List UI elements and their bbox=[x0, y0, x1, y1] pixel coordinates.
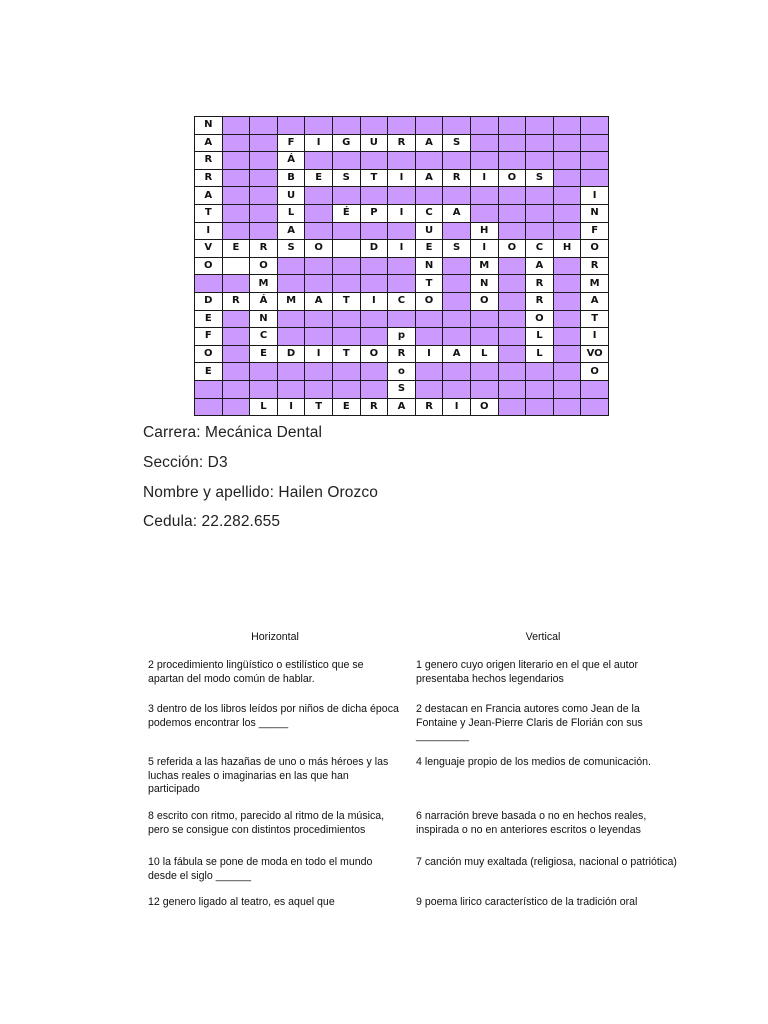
letter-cell: R bbox=[250, 240, 278, 258]
letter-cell: T bbox=[332, 345, 360, 363]
blocked-cell bbox=[526, 363, 554, 381]
blocked-cell bbox=[498, 398, 526, 416]
blocked-cell bbox=[305, 380, 333, 398]
grid-row bbox=[195, 345, 609, 363]
letter-cell bbox=[222, 257, 250, 275]
letter-cell: O bbox=[195, 257, 223, 275]
blocked-cell bbox=[526, 152, 554, 170]
blocked-cell bbox=[222, 204, 250, 222]
letter-cell: O bbox=[470, 398, 498, 416]
blocked-cell bbox=[553, 152, 581, 170]
blocked-cell bbox=[332, 363, 360, 381]
letter-cell: N bbox=[195, 117, 223, 135]
letter-cell: L bbox=[526, 345, 554, 363]
grid-row bbox=[195, 275, 609, 293]
grid-row bbox=[195, 152, 609, 170]
blocked-cell bbox=[581, 169, 609, 187]
blocked-cell bbox=[526, 398, 554, 416]
blocked-cell bbox=[581, 134, 609, 152]
clue-horizontal-8: 8 escrito con ritmo, parecido al ritmo de la música, pero se consigue con distintos procedimientos bbox=[148, 810, 385, 836]
blocked-cell bbox=[250, 169, 278, 187]
grid-row bbox=[195, 187, 609, 205]
grid-row bbox=[195, 380, 609, 398]
blocked-cell bbox=[305, 117, 333, 135]
blocked-cell bbox=[277, 328, 305, 346]
blocked-cell bbox=[526, 134, 554, 152]
letter-cell: O bbox=[581, 363, 609, 381]
letter-cell: S bbox=[277, 240, 305, 258]
vertical-heading: Vertical bbox=[525, 631, 561, 643]
letter-cell: L bbox=[470, 345, 498, 363]
blocked-cell bbox=[332, 117, 360, 135]
blocked-cell bbox=[415, 187, 443, 205]
blocked-cell bbox=[415, 152, 443, 170]
blocked-cell bbox=[498, 204, 526, 222]
letter-cell: É bbox=[332, 204, 360, 222]
blocked-cell bbox=[443, 380, 471, 398]
letter-cell: T bbox=[332, 292, 360, 310]
blocked-cell bbox=[526, 222, 554, 240]
blocked-cell bbox=[443, 257, 471, 275]
blocked-cell bbox=[388, 310, 416, 328]
letter-cell: E bbox=[305, 169, 333, 187]
blocked-cell bbox=[277, 310, 305, 328]
blocked-cell bbox=[581, 152, 609, 170]
letter-cell: F bbox=[195, 328, 223, 346]
letter-cell: A bbox=[443, 345, 471, 363]
blocked-cell bbox=[195, 398, 223, 416]
letter-cell: I bbox=[415, 345, 443, 363]
letter-cell: A bbox=[443, 204, 471, 222]
blocked-cell bbox=[498, 134, 526, 152]
blocked-cell bbox=[222, 328, 250, 346]
letter-cell: O bbox=[195, 345, 223, 363]
letter-cell: S bbox=[332, 169, 360, 187]
blocked-cell bbox=[553, 275, 581, 293]
blocked-cell bbox=[360, 222, 388, 240]
letter-cell: T bbox=[195, 204, 223, 222]
letter-cell: O bbox=[498, 240, 526, 258]
letter-cell: O bbox=[360, 345, 388, 363]
blocked-cell bbox=[360, 380, 388, 398]
horizontal-heading: Horizontal bbox=[251, 631, 299, 643]
blocked-cell bbox=[498, 117, 526, 135]
clue-horizontal-3: 3 dentro de los libros leídos por niños de dicha época podemos encontrar los _____ bbox=[148, 703, 399, 729]
letter-cell: G bbox=[332, 134, 360, 152]
letter-cell: R bbox=[388, 345, 416, 363]
letter-cell: E bbox=[415, 240, 443, 258]
blocked-cell bbox=[277, 117, 305, 135]
blocked-cell bbox=[553, 222, 581, 240]
blocked-cell bbox=[388, 222, 416, 240]
letter-cell: I bbox=[305, 345, 333, 363]
letter-cell: A bbox=[305, 292, 333, 310]
blocked-cell bbox=[553, 363, 581, 381]
letter-cell: C bbox=[415, 204, 443, 222]
letter-cell: E bbox=[195, 310, 223, 328]
blocked-cell bbox=[332, 380, 360, 398]
letter-cell: M bbox=[250, 275, 278, 293]
clue-vertical-6: 6 narración breve basada o no en hechos reales, inspirada o no en anteriores escritos o leyendas bbox=[416, 810, 647, 836]
letter-cell: C bbox=[250, 328, 278, 346]
blocked-cell bbox=[195, 275, 223, 293]
letter-cell: I bbox=[581, 187, 609, 205]
letter-cell: I bbox=[388, 240, 416, 258]
blocked-cell bbox=[360, 187, 388, 205]
blocked-cell bbox=[305, 152, 333, 170]
blocked-cell bbox=[470, 328, 498, 346]
blocked-cell bbox=[553, 134, 581, 152]
blocked-cell bbox=[332, 310, 360, 328]
blocked-cell bbox=[526, 117, 554, 135]
clue-vertical-4: 4 lenguaje propio de los medios de comunicación. bbox=[416, 756, 651, 768]
blocked-cell bbox=[222, 117, 250, 135]
letter-cell: O bbox=[581, 240, 609, 258]
blocked-cell bbox=[222, 310, 250, 328]
blocked-cell bbox=[222, 363, 250, 381]
blocked-cell bbox=[470, 204, 498, 222]
blocked-cell bbox=[250, 380, 278, 398]
blocked-cell bbox=[277, 257, 305, 275]
blocked-cell bbox=[443, 310, 471, 328]
letter-cell: E bbox=[250, 345, 278, 363]
blocked-cell bbox=[222, 134, 250, 152]
blocked-cell bbox=[222, 275, 250, 293]
blocked-cell bbox=[498, 310, 526, 328]
blocked-cell bbox=[443, 187, 471, 205]
letter-cell: R bbox=[222, 292, 250, 310]
blocked-cell bbox=[498, 363, 526, 381]
letter-cell: A bbox=[195, 134, 223, 152]
letter-cell: T bbox=[305, 398, 333, 416]
blocked-cell bbox=[443, 275, 471, 293]
blocked-cell bbox=[332, 187, 360, 205]
letter-cell: O bbox=[305, 240, 333, 258]
blocked-cell bbox=[498, 328, 526, 346]
letter-cell: M bbox=[470, 257, 498, 275]
grid-row bbox=[195, 257, 609, 275]
blocked-cell bbox=[332, 257, 360, 275]
blocked-cell bbox=[415, 117, 443, 135]
crossword-grid bbox=[194, 116, 609, 416]
blocked-cell bbox=[553, 292, 581, 310]
letter-cell: A bbox=[195, 187, 223, 205]
blocked-cell bbox=[360, 363, 388, 381]
blocked-cell bbox=[332, 222, 360, 240]
blocked-cell bbox=[470, 310, 498, 328]
letter-cell: I bbox=[443, 398, 471, 416]
blocked-cell bbox=[222, 187, 250, 205]
letter-cell: B bbox=[277, 169, 305, 187]
blocked-cell bbox=[498, 222, 526, 240]
letter-cell: N bbox=[250, 310, 278, 328]
letter-cell: E bbox=[332, 398, 360, 416]
letter-cell: U bbox=[415, 222, 443, 240]
blocked-cell bbox=[250, 204, 278, 222]
grid-row bbox=[195, 134, 609, 152]
blocked-cell bbox=[305, 310, 333, 328]
blocked-cell bbox=[553, 204, 581, 222]
clue-vertical-9: 9 poema lirico característico de la tradición oral bbox=[416, 896, 638, 908]
blocked-cell bbox=[388, 257, 416, 275]
letter-cell: L bbox=[526, 328, 554, 346]
grid-row bbox=[195, 310, 609, 328]
grid-row bbox=[195, 204, 609, 222]
blocked-cell bbox=[222, 222, 250, 240]
letter-cell: A bbox=[581, 292, 609, 310]
blocked-cell bbox=[553, 310, 581, 328]
blocked-cell bbox=[250, 117, 278, 135]
letter-cell: D bbox=[277, 345, 305, 363]
blocked-cell bbox=[553, 187, 581, 205]
blocked-cell bbox=[360, 275, 388, 293]
letter-cell: L bbox=[277, 204, 305, 222]
letter-cell: O bbox=[250, 257, 278, 275]
blocked-cell bbox=[305, 204, 333, 222]
blocked-cell bbox=[553, 257, 581, 275]
blocked-cell bbox=[222, 380, 250, 398]
blocked-cell bbox=[498, 257, 526, 275]
letter-cell: M bbox=[581, 275, 609, 293]
letter-cell: I bbox=[388, 169, 416, 187]
letter-cell: T bbox=[415, 275, 443, 293]
letter-cell: E bbox=[222, 240, 250, 258]
blocked-cell bbox=[581, 117, 609, 135]
blocked-cell bbox=[388, 275, 416, 293]
letter-cell: S bbox=[443, 240, 471, 258]
name-label: Nombre y apellido: Hailen Orozco bbox=[143, 484, 378, 501]
blocked-cell bbox=[360, 152, 388, 170]
letter-cell: R bbox=[526, 275, 554, 293]
blocked-cell bbox=[553, 380, 581, 398]
blocked-cell bbox=[415, 363, 443, 381]
letter-cell: S bbox=[443, 134, 471, 152]
letter-cell: O bbox=[470, 292, 498, 310]
career-label: Carrera: Mecánica Dental bbox=[143, 424, 322, 441]
clue-vertical-7: 7 canción muy exaltada (religiosa, nacional o patriótica) bbox=[416, 856, 677, 868]
blocked-cell bbox=[305, 328, 333, 346]
letter-cell: I bbox=[581, 328, 609, 346]
letter-cell: R bbox=[581, 257, 609, 275]
grid-row bbox=[195, 117, 609, 135]
blocked-cell bbox=[360, 257, 388, 275]
blocked-cell bbox=[222, 345, 250, 363]
clue-vertical-1: 1 genero cuyo origen literario en el que el autor presentaba hechos legendarios bbox=[416, 659, 639, 685]
blocked-cell bbox=[470, 117, 498, 135]
grid-row bbox=[195, 363, 609, 381]
blocked-cell bbox=[360, 328, 388, 346]
clue-horizontal-5: 5 referida a las hazañas de uno o más héroes y las luchas reales o imaginarias en las que han participado bbox=[148, 756, 389, 795]
letter-cell: VO bbox=[581, 345, 609, 363]
letter-cell: I bbox=[305, 134, 333, 152]
blocked-cell bbox=[498, 345, 526, 363]
blocked-cell bbox=[305, 257, 333, 275]
letter-cell: F bbox=[277, 134, 305, 152]
blocked-cell bbox=[581, 398, 609, 416]
blocked-cell bbox=[305, 275, 333, 293]
blocked-cell bbox=[305, 363, 333, 381]
blocked-cell bbox=[443, 152, 471, 170]
grid-row bbox=[195, 292, 609, 310]
blocked-cell bbox=[305, 187, 333, 205]
letter-cell: N bbox=[415, 257, 443, 275]
letter-cell: U bbox=[360, 134, 388, 152]
blocked-cell bbox=[222, 398, 250, 416]
letter-cell: A bbox=[277, 222, 305, 240]
letter-cell: R bbox=[360, 398, 388, 416]
letter-cell: R bbox=[388, 134, 416, 152]
blocked-cell bbox=[581, 380, 609, 398]
letter-cell: p bbox=[388, 328, 416, 346]
blocked-cell bbox=[388, 187, 416, 205]
letter-cell: R bbox=[443, 169, 471, 187]
letter-cell: I bbox=[360, 292, 388, 310]
letter-cell: I bbox=[277, 398, 305, 416]
letter-cell: Á bbox=[250, 292, 278, 310]
blocked-cell bbox=[443, 117, 471, 135]
letter-cell: U bbox=[277, 187, 305, 205]
section-label: Sección: D3 bbox=[143, 454, 228, 471]
clue-horizontal-2: 2 procedimiento lingüístico o estilístico que se apartan del modo común de hablar. bbox=[148, 659, 364, 685]
blocked-cell bbox=[277, 363, 305, 381]
blocked-cell bbox=[498, 275, 526, 293]
blocked-cell bbox=[250, 363, 278, 381]
blocked-cell bbox=[388, 117, 416, 135]
blocked-cell bbox=[470, 363, 498, 381]
letter-cell: A bbox=[415, 134, 443, 152]
letter-cell: S bbox=[526, 169, 554, 187]
letter-cell: I bbox=[470, 169, 498, 187]
letter-cell: N bbox=[581, 204, 609, 222]
blocked-cell bbox=[553, 398, 581, 416]
letter-cell: Á bbox=[277, 152, 305, 170]
blocked-cell bbox=[222, 169, 250, 187]
blocked-cell bbox=[360, 310, 388, 328]
letter-cell: o bbox=[388, 363, 416, 381]
letter-cell: T bbox=[581, 310, 609, 328]
blocked-cell bbox=[250, 222, 278, 240]
blocked-cell bbox=[498, 152, 526, 170]
blocked-cell bbox=[222, 152, 250, 170]
blocked-cell bbox=[388, 152, 416, 170]
clue-horizontal-12: 12 genero ligado al teatro, es aquel que bbox=[148, 896, 335, 908]
blocked-cell bbox=[498, 380, 526, 398]
blocked-cell bbox=[443, 363, 471, 381]
letter-cell: T bbox=[360, 169, 388, 187]
letter-cell: N bbox=[470, 275, 498, 293]
letter-cell: H bbox=[553, 240, 581, 258]
blocked-cell bbox=[553, 345, 581, 363]
blocked-cell bbox=[526, 380, 554, 398]
blocked-cell bbox=[415, 310, 443, 328]
blocked-cell bbox=[443, 292, 471, 310]
grid-row bbox=[195, 222, 609, 240]
blocked-cell bbox=[470, 152, 498, 170]
blocked-cell bbox=[553, 328, 581, 346]
grid-row bbox=[195, 328, 609, 346]
letter-cell: R bbox=[195, 152, 223, 170]
letter-cell: R bbox=[415, 398, 443, 416]
letter-cell: O bbox=[498, 169, 526, 187]
blocked-cell bbox=[443, 222, 471, 240]
letter-cell: D bbox=[195, 292, 223, 310]
id-number-label: Cedula: 22.282.655 bbox=[143, 513, 281, 530]
blocked-cell bbox=[470, 380, 498, 398]
letter-cell: S bbox=[388, 380, 416, 398]
letter-cell: M bbox=[277, 292, 305, 310]
letter-cell: D bbox=[360, 240, 388, 258]
blocked-cell bbox=[470, 187, 498, 205]
blocked-cell bbox=[250, 187, 278, 205]
blocked-cell bbox=[305, 222, 333, 240]
blocked-cell bbox=[332, 152, 360, 170]
blocked-cell bbox=[250, 152, 278, 170]
blocked-cell bbox=[443, 328, 471, 346]
blocked-cell bbox=[470, 134, 498, 152]
letter-cell: I bbox=[470, 240, 498, 258]
letter-cell bbox=[332, 240, 360, 258]
blocked-cell bbox=[195, 380, 223, 398]
letter-cell: R bbox=[526, 292, 554, 310]
blocked-cell bbox=[277, 380, 305, 398]
blocked-cell bbox=[553, 117, 581, 135]
letter-cell: E bbox=[195, 363, 223, 381]
letter-cell: C bbox=[388, 292, 416, 310]
grid-row bbox=[195, 240, 609, 258]
blocked-cell bbox=[526, 204, 554, 222]
blocked-cell bbox=[332, 275, 360, 293]
letter-cell: F bbox=[581, 222, 609, 240]
blocked-cell bbox=[332, 328, 360, 346]
letter-cell: I bbox=[388, 204, 416, 222]
letter-cell: C bbox=[526, 240, 554, 258]
blocked-cell bbox=[415, 328, 443, 346]
letter-cell: A bbox=[526, 257, 554, 275]
letter-cell: O bbox=[526, 310, 554, 328]
clue-vertical-2: 2 destacan en Francia autores como Jean de la Fontaine y Jean-Pierre Claris de Florián con sus _________ bbox=[416, 703, 643, 742]
blocked-cell bbox=[277, 275, 305, 293]
clue-horizontal-10: 10 la fábula se pone de moda en todo el mundo desde el siglo ______ bbox=[148, 856, 373, 882]
letter-cell: L bbox=[250, 398, 278, 416]
letter-cell: P bbox=[360, 204, 388, 222]
letter-cell: A bbox=[415, 169, 443, 187]
grid-row bbox=[195, 398, 609, 416]
letter-cell: R bbox=[195, 169, 223, 187]
blocked-cell bbox=[250, 134, 278, 152]
letter-cell: A bbox=[388, 398, 416, 416]
blocked-cell bbox=[526, 187, 554, 205]
blocked-cell bbox=[553, 169, 581, 187]
letter-cell: H bbox=[470, 222, 498, 240]
blocked-cell bbox=[498, 292, 526, 310]
letter-cell: V bbox=[195, 240, 223, 258]
blocked-cell bbox=[360, 117, 388, 135]
blocked-cell bbox=[498, 187, 526, 205]
grid-row bbox=[195, 169, 609, 187]
letter-cell: I bbox=[195, 222, 223, 240]
letter-cell: O bbox=[415, 292, 443, 310]
blocked-cell bbox=[415, 380, 443, 398]
